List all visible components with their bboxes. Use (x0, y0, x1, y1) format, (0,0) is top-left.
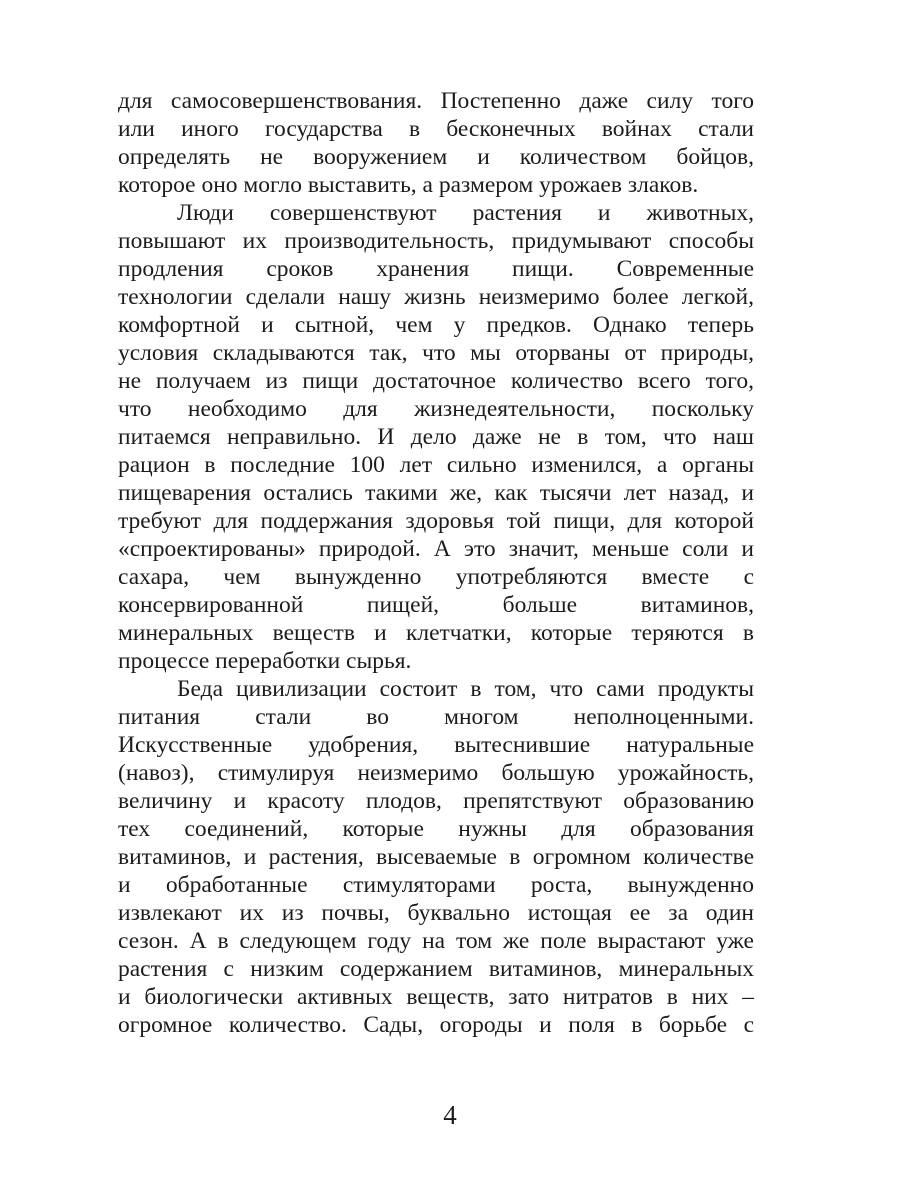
text-line: что необходимо для жизнедеятельности, поскольку (118, 396, 754, 422)
text-line: для самосовершенствования. Постепенно даже силу того (118, 88, 754, 114)
text-line: или иного государства в бесконечных войнах стали (118, 116, 754, 142)
text-line: тех соединений, которые нужны для образования (118, 816, 754, 842)
text-line: и обработанные стимуляторами роста, вынужденно (118, 872, 754, 898)
text-line: пищеварения остались такими же, как тысячи лет назад, и (118, 480, 754, 506)
text-line: питаемся неправильно. И дело даже не в том, что наш (118, 424, 754, 450)
text-line: «спроектированы» природой. А это значит, меньше соли и (118, 536, 754, 562)
text-line: извлекают их из почвы, буквально истощая ее за один (118, 900, 754, 926)
text-line: комфортной и сытной, чем у предков. Однако теперь (118, 312, 754, 338)
text-line: определять не вооружением и количеством бойцов, (118, 144, 754, 170)
text-line: Беда цивилизации состоит в том, что сами продукты (177, 676, 754, 702)
text-line: рацион в последние 100 лет сильно изменился, а органы (118, 452, 754, 478)
text-line: которое оно могло выставить, а размером урожаев злаков. (118, 172, 699, 198)
text-line: и биологически активных веществ, зато нитратов в них – (118, 984, 754, 1010)
text-line: Люди совершенствуют растения и животных, (177, 200, 754, 226)
text-line: консервированной пищей, больше витаминов, (118, 592, 754, 618)
text-line: сезон. А в следующем году на том же поле вырастают уже (118, 928, 754, 954)
text-line: не получаем из пищи достаточное количество всего того, (118, 368, 754, 394)
body-text (118, 87, 754, 1039)
text-line: продления сроков хранения пищи. Современные (118, 256, 754, 282)
text-line: минеральных веществ и клетчатки, которые теряются в (118, 620, 754, 646)
page-number: 4 (443, 1100, 457, 1130)
text-line: (навоз), стимулируя неизмеримо большую урожайность, (118, 760, 754, 786)
text-line: растения с низким содержанием витаминов, минеральных (118, 956, 754, 982)
text-line: условия складываются так, что мы оторваны от природы, (118, 340, 754, 366)
text-line: повышают их производительность, придумывают способы (118, 228, 754, 254)
text-line: величину и красоту плодов, препятствуют образованию (118, 788, 754, 814)
text-line: витаминов, и растения, высеваемые в огромном количестве (118, 844, 754, 870)
text-line: сахара, чем вынужденно употребляются вместе с (118, 564, 754, 590)
text-line: требуют для поддержания здоровья той пищи, для которой (118, 508, 754, 534)
text-line: технологии сделали нашу жизнь неизмеримо более легкой, (118, 284, 754, 310)
text-line: процессе переработки сырья. (118, 648, 412, 674)
text-line: Искусственные удобрения, вытеснившие натуральные (118, 732, 754, 758)
text-line: огромное количество. Сады, огороды и поля в борьбе с (118, 1012, 754, 1038)
text-line: питания стали во многом неполноценными. (118, 704, 754, 730)
